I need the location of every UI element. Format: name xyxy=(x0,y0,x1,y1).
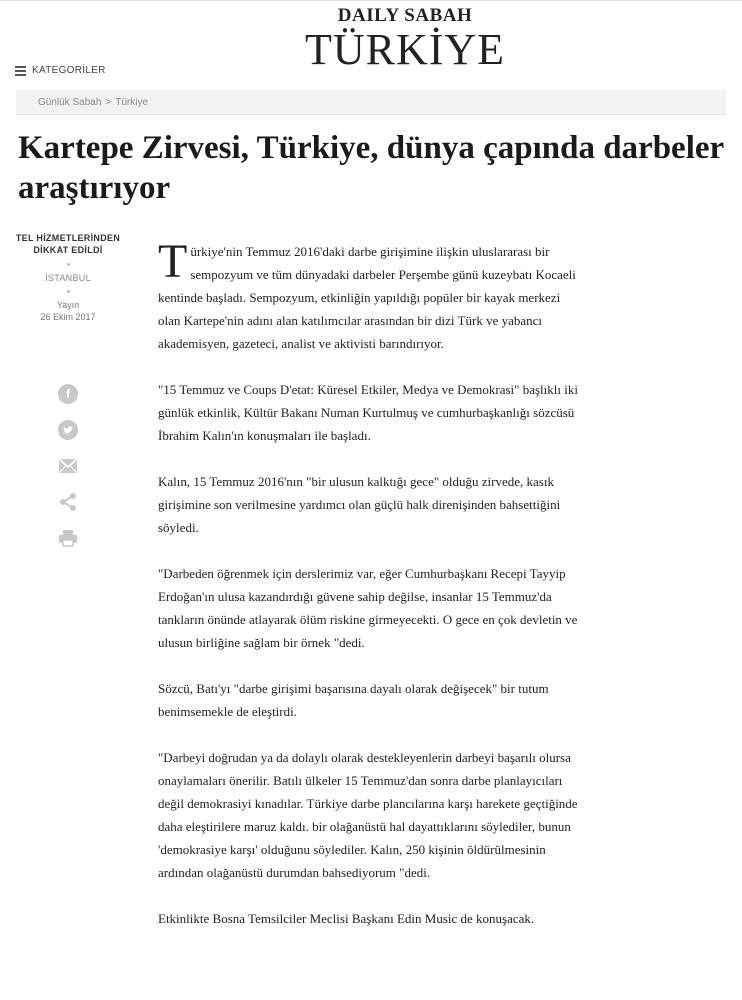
facebook-share-button[interactable] xyxy=(57,383,79,405)
article-paragraph: "Darbeyi doğrudan ya da dolaylı olarak destekleyenlerin darbeyi başarılı olursa onaylamaları önerilir. Batılı ülkeler 15 Temmuz'dan sonra darbe planlayıcıları değil demokrasiyi kınadılar. Türkiye darbe plancılarına karşı harekete geçtiğinde daha eleştirilere maruz kaldı. bir olağanüstü hal dayattıklarını söylediler, bunun 'demokrasiye karşı' olduğunu söylediler. Kalın, 250 kişinin öldürülmesinin ardından olağanüstü durumdan bahsediyorum "dedi. xyxy=(158,750,578,880)
article-paragraph: Sözcü, Batı'yı "darbe girişimi başarısına dayalı olarak değişecek" bir tutum benimsemekle de eleştirdi. xyxy=(158,681,549,719)
article-paragraph: Kalın, 15 Temmuz 2016'nın "bir ulusun kalktığı gece" olduğu zirvede, kasık girişimine son verilmesine yardımcı olan güçlü halk direnişinden bahsettiğini söyledi. xyxy=(158,474,561,535)
published-label: Yayın xyxy=(56,300,80,310)
share-icon xyxy=(58,492,78,512)
article-source: TEL HİZMETLERİNDEN DİKKAT EDİLDİ xyxy=(15,233,121,255)
twitter-share-button[interactable] xyxy=(57,419,79,441)
article-paragraph: "15 Temmuz ve Coups D'etat: Küresel Etkiler, Medya ve Demokrasi" başlıklı iki günlük etkinlik, Kültür Bakanı Numan Kurtulmuş ve cumhurbaşkanlığı sözcüsü İbrahim Kalın'ın konuşmaları ile başladı. xyxy=(158,382,578,443)
article-title: Kartepe Zirvesi, Türkiye, dünya çapında darbeler araştırıyor xyxy=(18,130,724,206)
breadcrumb xyxy=(16,90,726,115)
meta-divider-dot xyxy=(67,290,70,293)
hamburger-icon xyxy=(15,66,26,75)
article-meta xyxy=(12,232,124,322)
article-body xyxy=(158,235,578,953)
article-city: İSTANBUL xyxy=(45,273,91,283)
masthead xyxy=(0,0,742,93)
mail-icon xyxy=(58,458,78,474)
dropcap: T xyxy=(158,235,188,288)
site-logo[interactable] xyxy=(300,5,510,73)
article-paragraph: Etkinlikte Bosna Temsilciler Meclisi Başkanı Edin Music de konuşacak. xyxy=(158,911,535,926)
lead-paragraph xyxy=(158,235,578,355)
categories-menu-button[interactable] xyxy=(15,65,106,76)
twitter-icon xyxy=(58,420,78,440)
breadcrumb-item-home[interactable]: Günlük Sabah xyxy=(38,96,102,108)
breadcrumb-item-turkiye[interactable]: Türkiye xyxy=(115,96,149,108)
share-toolbar xyxy=(57,383,81,563)
print-icon xyxy=(58,528,78,548)
lead-text: ürkiye'nin Temmuz 2016'daki darbe girişimine ilişkin uluslararası bir sempozyum ve tüm dünyadaki darbeler Perşembe günü kuzeybatı Kocaeli kentinde başladı. Sempozyum, etkinliğin yapıldığı popüler bir kayak merkezi olan Kartepe'nin adını alan katılımcılar arasından bir dizi Türk ve yabancı akademisyen, gazeteci, analist ve aktivisti barındırıyor. xyxy=(158,244,576,351)
print-button[interactable] xyxy=(57,527,79,549)
logo-main-text: TÜRKİYE xyxy=(304,25,506,74)
logo-top-text: DAILY SABAH xyxy=(337,5,473,26)
published-date: 26 Ekim 2017 xyxy=(40,312,96,322)
meta-divider-dot xyxy=(67,263,70,266)
breadcrumb-separator: > xyxy=(105,96,112,108)
email-share-button[interactable] xyxy=(57,455,79,477)
facebook-icon: f xyxy=(58,384,78,404)
article-paragraph: "Darbeden öğrenmek için derslerimiz var, eğer Cumhurbaşkanı Recepi Tayyip Erdoğan'ın ulusa kazandırdığı güvene sahip değilse, insanlar 15 Temmuz'da tankların önünde atlayarak ölüm riskine girmeyecekti. O gece en çok devletin ve ulusun birliğine sağlam bir örnek "dedi. xyxy=(158,566,578,650)
categories-menu-label: KATEGORİLER xyxy=(32,65,106,76)
share-button[interactable] xyxy=(57,491,79,513)
